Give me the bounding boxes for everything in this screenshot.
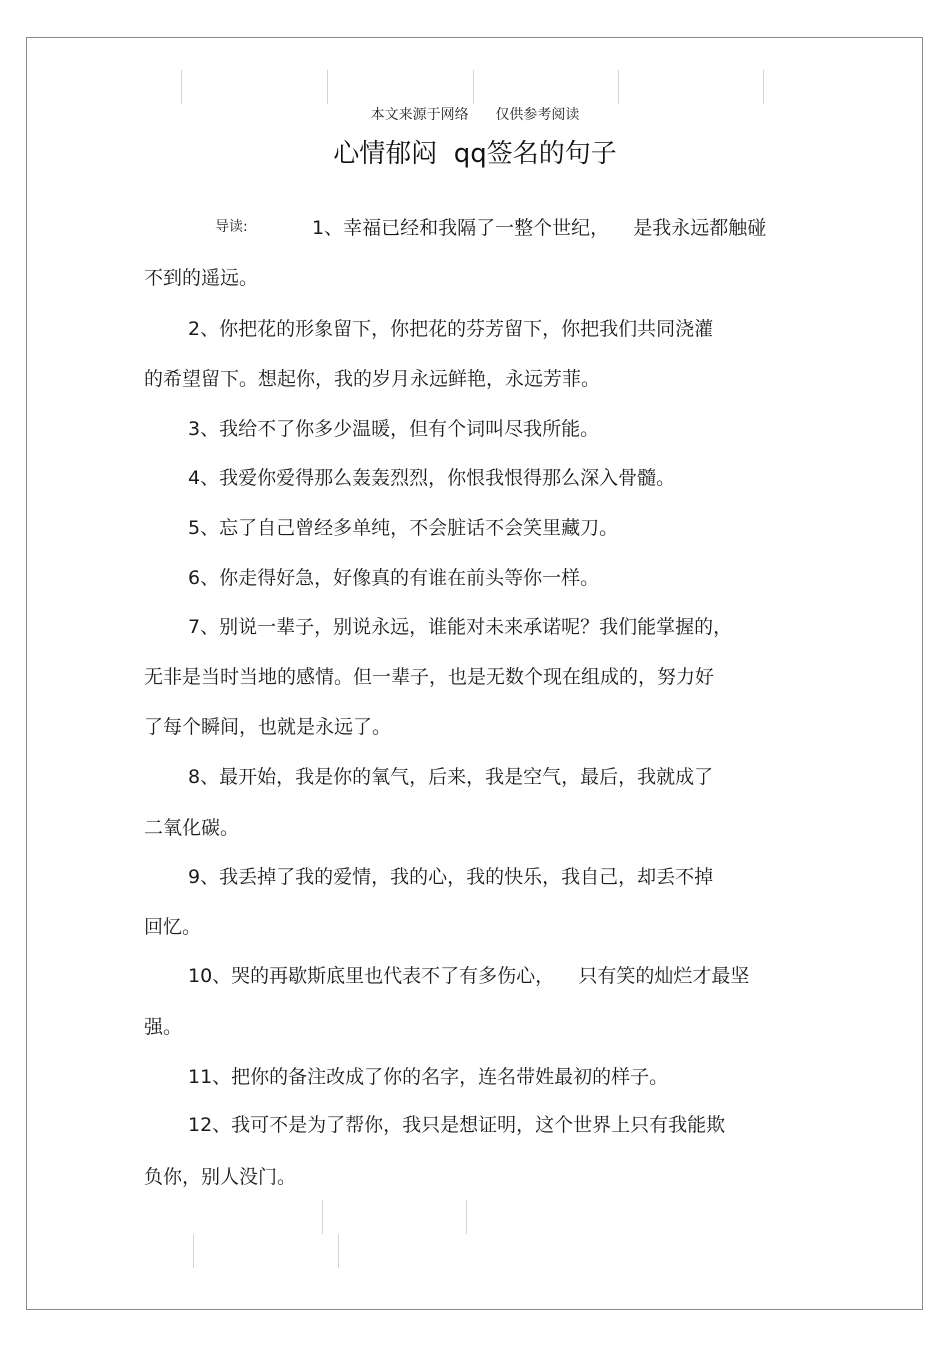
paragraph-line: 4、我爱你爱得那么轰轰烈烈，你恨我恨得那么深入骨髓。 [188, 467, 676, 489]
paragraph-line: 强。 [144, 1016, 183, 1038]
paragraph-line: 7、别说一辈子，别说永远，谁能对未来承诺呢？我们能掌握的， [188, 616, 733, 638]
paragraph-line: 6、你走得好急，好像真的有谁在前头等你一样。 [188, 567, 600, 589]
paragraph-line: 二氧化碳。 [144, 817, 240, 839]
paragraph-line: 的希望留下。想起你，我的岁月永远鲜艳，永远芳菲。 [144, 368, 601, 390]
intro-label: 导读: [215, 219, 248, 235]
decor-line [181, 70, 182, 104]
decor-line [322, 1200, 323, 1234]
paragraph-line: 负你，别人没门。 [144, 1166, 297, 1188]
page-title: 心情郁闷 qq签名的句子 [333, 139, 617, 169]
decor-line [473, 70, 474, 104]
decor-line [327, 70, 328, 104]
paragraph-line: 2、你把花的形象留下，你把花的芬芳留下，你把我们共同浇灌 [188, 318, 714, 340]
decor-line [338, 1234, 339, 1268]
paragraph-line: 10、哭的再歇斯底里也代表不了有多伤心， 只有笑的灿烂才最坚 [188, 965, 750, 987]
paragraph-line: 无非是当时当地的感情。但一辈子，也是无数个现在组成的，努力好 [144, 666, 715, 688]
paragraph-line: 不到的遥远。 [144, 267, 259, 289]
decor-line [466, 1200, 467, 1234]
paragraph-line: 9、我丢掉了我的爱情，我的心，我的快乐，我自己，却丢不掉 [188, 866, 714, 888]
paragraph-line: 11、把你的备注改成了你的名字，连名带姓最初的样子。 [188, 1066, 669, 1088]
paragraph-line: 了每个瞬间，也就是永远了。 [144, 716, 392, 738]
decor-line [193, 1234, 194, 1268]
paragraph-line: 5、忘了自己曾经多单纯，不会脏话不会笑里藏刀。 [188, 517, 619, 539]
paragraph-line: 12、我可不是为了帮你，我只是想证明，这个世界上只有我能欺 [188, 1114, 726, 1136]
decor-line [763, 70, 764, 104]
source-note: 本文来源于网络 仅供参考阅读 [370, 107, 580, 123]
paragraph-line: 回忆。 [144, 916, 202, 938]
paragraph-line: 8、最开始，我是你的氧气，后来，我是空气，最后，我就成了 [188, 766, 714, 788]
decor-line [618, 70, 619, 104]
paragraph-line: 1、幸福已经和我隔了一整个世纪， 是我永远都触碰 [312, 217, 767, 239]
paragraph-line: 3、我给不了你多少温暖，但有个词叫尽我所能。 [188, 418, 600, 440]
